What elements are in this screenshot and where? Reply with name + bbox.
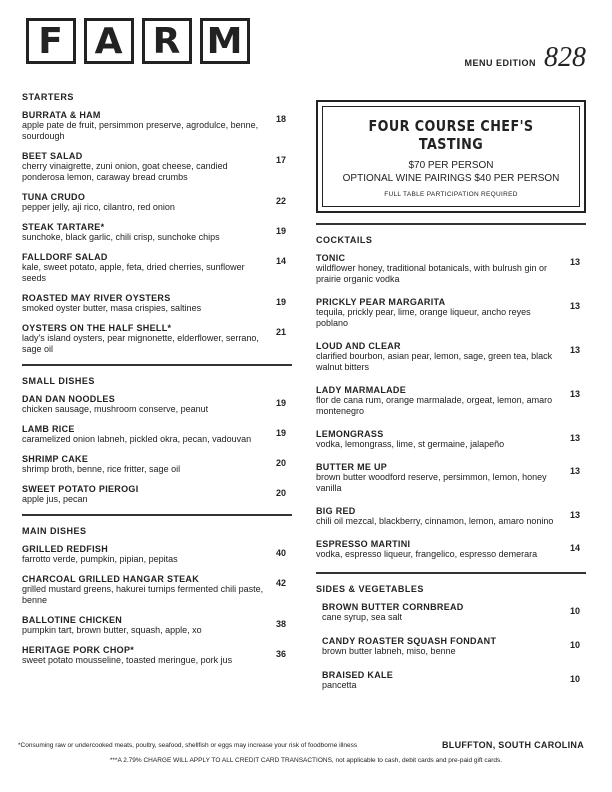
cocktails-heading: COCKTAILS — [316, 235, 373, 245]
menu-item-price: 36 — [275, 649, 286, 659]
menu-item-name: BURRATA & HAM — [22, 110, 101, 120]
menu-item-price: 13 — [569, 510, 580, 520]
menu-item-description: brown butter woodford reserve, persimmon, lemon, honey vanilla — [316, 472, 547, 493]
menu-item-description: cane syrup, sea salt — [322, 612, 403, 622]
menu-item — [22, 151, 292, 183]
section-divider — [316, 572, 586, 574]
tasting-note: FULL TABLE PARTICIPATION REQUIRED — [384, 191, 518, 198]
menu-item-description: smoked oyster butter, masa crispies, saltines — [22, 303, 202, 313]
menu-item-price: 13 — [569, 345, 580, 355]
menu-item-name: BROWN BUTTER CORNBREAD — [322, 602, 464, 612]
menu-item — [316, 636, 586, 657]
logo-letter: R — [142, 18, 192, 64]
menu-item-description: wildflower honey, traditional botanicals, with bulrush gin or prairie organic vodka — [316, 263, 547, 284]
menu-item-name: GRILLED REDFISH — [22, 544, 109, 554]
menu-item — [22, 454, 292, 475]
menu-item-name: BUTTER ME UP — [316, 462, 388, 472]
menu-item-price: 13 — [569, 466, 580, 476]
menu-item-description: kale, sweet potato, apple, feta, dried cherries, sunflower seeds — [22, 262, 245, 283]
menu-item-description: grilled mustard greens, hakurei turnips fermented chili paste, benne — [22, 584, 264, 605]
menu-item — [22, 484, 292, 505]
menu-item-description: pancetta — [322, 680, 357, 690]
menu-item-description: tequila, prickly pear, lime, orange liqueur, ancho reyes poblano — [316, 307, 531, 328]
menu-item — [316, 506, 586, 527]
main-dishes-list — [22, 544, 292, 666]
menu-item-name: LADY MARMALADE — [316, 385, 407, 395]
menu-item-name: BALLOTINE CHICKEN — [22, 615, 123, 625]
menu-item-price: 10 — [569, 674, 580, 684]
menu-item-name: BIG RED — [316, 506, 356, 516]
menu-item-description: vodka, espresso liqueur, frangelico, espresso demerara — [316, 549, 538, 559]
menu-item-name: ESPRESSO MARTINI — [316, 539, 411, 549]
menu-item-name: SWEET POTATO PIEROGI — [22, 484, 139, 494]
left-column — [22, 92, 292, 675]
menu-item — [22, 574, 292, 606]
chefs-tasting-inner — [322, 106, 580, 207]
logo-letter: M — [200, 18, 250, 64]
menu-item — [22, 544, 292, 565]
menu-item-price: 13 — [569, 301, 580, 311]
menu-item-description: chili oil mezcal, blackberry, cinnamon, lemon, amaro nonino — [316, 516, 554, 526]
menu-item — [22, 252, 292, 284]
menu-item-description: lady's island oysters, pear mignonette, elderflower, serrano, sage oil — [22, 333, 259, 354]
menu-item-description: pumpkin tart, brown butter, squash, apple, xo — [22, 625, 202, 635]
menu-item-price: 14 — [569, 543, 580, 553]
right-column — [316, 100, 586, 704]
menu-item — [316, 297, 586, 329]
starters-heading: STARTERS — [22, 92, 74, 102]
raw-food-disclaimer: *Consuming raw or undercooked meats, poultry, seafood, shellfish or eggs may increase your risk of foodborne illness — [18, 742, 358, 749]
menu-item — [316, 670, 586, 691]
menu-item-name: ROASTED MAY RIVER OYSTERS — [22, 293, 171, 303]
menu-item-price: 42 — [275, 578, 286, 588]
menu-item-price: 13 — [569, 389, 580, 399]
cocktails-list — [316, 253, 586, 560]
menu-item-price: 19 — [275, 226, 286, 236]
menu-item-description: cherry vinaigrette, zuni onion, goat cheese, candied ponderosa lemon, caraway bread crumbs — [22, 161, 228, 182]
edition-number: 828 — [544, 42, 586, 73]
menu-item — [22, 222, 292, 243]
menu-item-price: 19 — [275, 297, 286, 307]
menu-item — [22, 110, 292, 142]
menu-item-name: LOUD AND CLEAR — [316, 341, 401, 351]
menu-item-description: shrimp broth, benne, rice fritter, sage oil — [22, 464, 181, 474]
menu-item-name: TUNA CRUDO — [22, 192, 86, 202]
section-divider — [22, 364, 292, 366]
starters-list — [22, 110, 292, 355]
menu-item — [22, 323, 292, 355]
menu-item-description: sweet potato mousseline, toasted meringue, pork jus — [22, 655, 233, 665]
menu-item-price: 14 — [275, 256, 286, 266]
menu-item-price: 10 — [569, 640, 580, 650]
menu-item-description: apple jus, pecan — [22, 494, 88, 504]
tasting-price: $70 PER PERSON — [408, 160, 494, 171]
menu-item-name: LAMB RICE — [22, 424, 75, 434]
menu-item-price: 19 — [275, 428, 286, 438]
menu-item-price: 10 — [569, 606, 580, 616]
menu-item-price: 17 — [275, 155, 286, 165]
section-divider — [22, 514, 292, 516]
menu-item-description: pepper jelly, aji rico, cilantro, red onion — [22, 202, 175, 212]
menu-edition — [464, 42, 586, 74]
menu-item-description: farrotto verde, pumpkin, pipian, pepitas — [22, 554, 178, 564]
menu-item-name: TONIC — [316, 253, 346, 263]
logo-letter: F — [26, 18, 76, 64]
tasting-title: FOUR COURSE CHEF'S TASTING — [368, 117, 534, 153]
menu-item-price: 21 — [275, 327, 286, 337]
menu-item-price: 20 — [275, 488, 286, 498]
menu-item-description: brown butter labneh, miso, benne — [322, 646, 456, 656]
location: BLUFFTON, SOUTH CAROLINA — [441, 740, 584, 750]
menu-item-price: 38 — [275, 619, 286, 629]
menu-item — [316, 539, 586, 560]
menu-item-name: CHARCOAL GRILLED HANGAR STEAK — [22, 574, 200, 584]
edition-label: MENU EDITION — [464, 58, 536, 68]
menu-item-price: 18 — [275, 114, 286, 124]
small-dishes-heading: SMALL DISHES — [22, 376, 95, 386]
menu-item-description: flor de cana rum, orange marmalade, orgeat, lemon, amaro montenegro — [316, 395, 553, 416]
menu-item-name: STEAK TARTARE* — [22, 222, 105, 232]
menu-item-name: CANDY ROASTER SQUASH FONDANT — [322, 636, 497, 646]
menu-item-name: HERITAGE PORK CHOP* — [22, 645, 135, 655]
menu-item-name: FALLDORF SALAD — [22, 252, 108, 262]
sides-heading: SIDES & VEGETABLES — [316, 584, 424, 594]
logo-letter: A — [84, 18, 134, 64]
menu-item — [316, 385, 586, 417]
main-dishes-heading: MAIN DISHES — [22, 526, 87, 536]
menu-item — [316, 341, 586, 373]
menu-item-name: BEET SALAD — [22, 151, 83, 161]
menu-item — [22, 645, 292, 666]
credit-card-charge-note: ***A 2.79% CHARGE WILL APPLY TO ALL CREDIT CARD TRANSACTIONS, not applicable to cash, debit cards and pre-paid gift cards. — [109, 757, 503, 764]
menu-item-price: 40 — [275, 548, 286, 558]
menu-item — [22, 192, 292, 213]
menu-item — [316, 462, 586, 494]
menu-item-name: PRICKLY PEAR MARGARITA — [316, 297, 446, 307]
menu-item-price: 19 — [275, 398, 286, 408]
menu-item-description: caramelized onion labneh, pickled okra, pecan, vadouvan — [22, 434, 252, 444]
menu-item-price: 13 — [569, 433, 580, 443]
menu-item-name: DAN DAN NOODLES — [22, 394, 116, 404]
menu-item-name: LEMONGRASS — [316, 429, 384, 439]
section-divider — [316, 223, 586, 225]
menu-item-price: 13 — [569, 257, 580, 267]
menu-item-description: vodka, lemongrass, lime, st germaine, jalapeño — [316, 439, 505, 449]
menu-item-description: clarified bourbon, asian pear, lemon, sage, green tea, black walnut bitters — [316, 351, 553, 372]
chefs-tasting-box — [316, 100, 586, 213]
menu-item-name: SHRIMP CAKE — [22, 454, 89, 464]
menu-item-name: OYSTERS ON THE HALF SHELL* — [22, 323, 172, 333]
menu-item-name: BRAISED KALE — [322, 670, 394, 680]
menu-item — [22, 424, 292, 445]
menu-item — [316, 602, 586, 623]
small-dishes-list — [22, 394, 292, 505]
menu-item-description: sunchoke, black garlic, chili crisp, sunchoke chips — [22, 232, 220, 242]
farm-logo — [26, 18, 250, 64]
sides-list — [316, 602, 586, 691]
tasting-wine-pairing: OPTIONAL WINE PAIRINGS $40 PER PERSON — [342, 173, 560, 184]
menu-item — [22, 394, 292, 415]
menu-item-price: 22 — [275, 196, 286, 206]
menu-item — [22, 293, 292, 314]
menu-item — [316, 429, 586, 450]
menu-item-description: apple pate de fruit, persimmon preserve, agrodulce, benne, sourdough — [22, 120, 259, 141]
menu-item — [22, 615, 292, 636]
menu-item-price: 20 — [275, 458, 286, 468]
menu-item-description: chicken sausage, mushroom conserve, peanut — [22, 404, 209, 414]
menu-item — [316, 253, 586, 285]
